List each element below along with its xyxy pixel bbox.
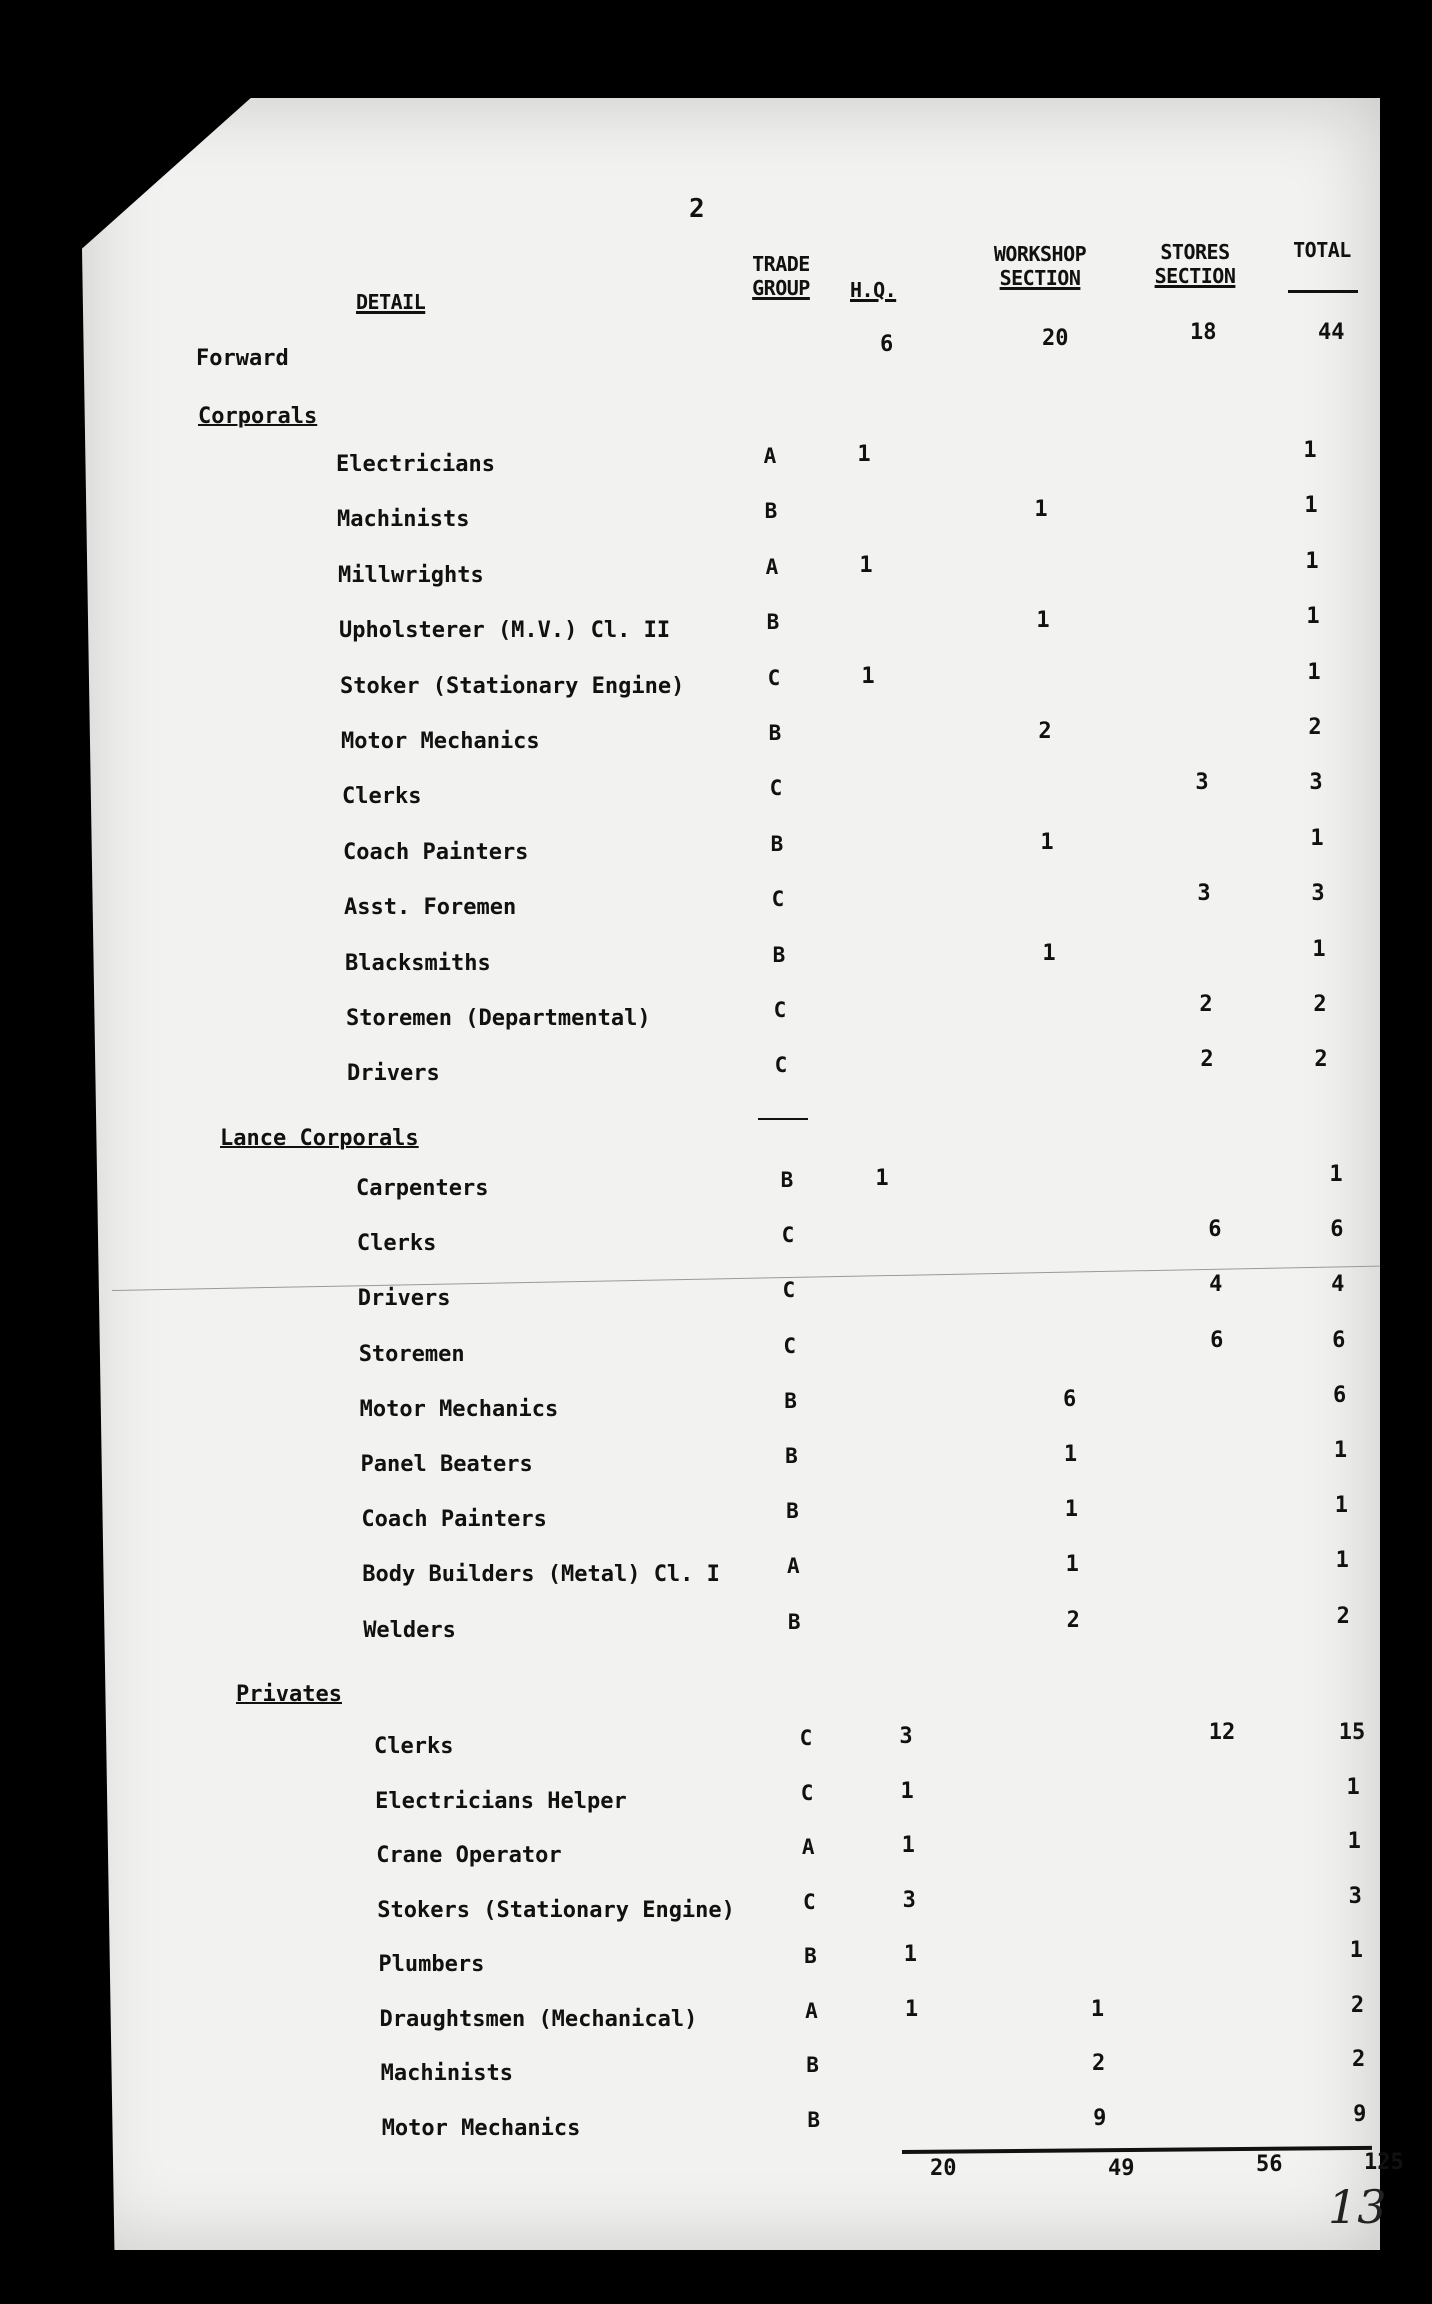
header-trade-group-line1: TRADE: [752, 252, 810, 276]
table-row: [0, 770, 1432, 824]
row-trade-group: B: [787, 1609, 801, 1634]
row-total: 15: [1338, 1720, 1366, 1745]
row-stores: 12: [1208, 1720, 1236, 1745]
table-row: [0, 1603, 1432, 1658]
row-total: 1: [1334, 1493, 1349, 1519]
row-total: 3: [1309, 770, 1323, 796]
table-row: [0, 1493, 1432, 1547]
header-workshop-line1: WORKSHOP: [993, 242, 1087, 266]
row-detail: Crane Operator: [376, 1843, 562, 1868]
row-detail: Motor Mechanics: [341, 729, 540, 754]
row-total: 1: [1329, 1162, 1343, 1187]
section-title-corporals: Corporals: [198, 404, 318, 429]
row-total: 9: [1353, 2101, 1367, 2127]
total-stores: 56: [1256, 2152, 1283, 2177]
table-row: [0, 825, 1432, 880]
row-total: 3: [1348, 1883, 1362, 1909]
row-trade-group: C: [782, 1278, 796, 1303]
row-total: 1: [1333, 1438, 1348, 1463]
header-stores-line1: STORES: [1160, 240, 1230, 264]
table-row: [0, 992, 1432, 1046]
table-row: [0, 1438, 1432, 1492]
row-workshop: 9: [1093, 2105, 1107, 2131]
table-row: [0, 1829, 1432, 1883]
table-row: [0, 438, 1432, 492]
row-hq: 1: [861, 663, 875, 689]
table-row: [0, 1883, 1432, 1938]
row-detail: Coach Painters: [343, 839, 529, 865]
row-trade-group: A: [765, 554, 779, 579]
row-detail: Motor Mechanics: [381, 2115, 581, 2141]
row-stores: 3: [1197, 881, 1211, 907]
row-detail: Electricians: [336, 452, 495, 477]
row-hq: 1: [857, 442, 871, 467]
row-detail: Drivers: [347, 1061, 440, 1087]
table-row: [0, 936, 1432, 991]
row-stores: 3: [1195, 770, 1209, 796]
row-trade-group: C: [769, 776, 783, 801]
row-hq: 1: [875, 1166, 889, 1191]
row-workshop: 1: [1065, 1552, 1079, 1578]
row-detail: Clerks: [342, 784, 422, 810]
row-trade-group: B: [772, 942, 786, 967]
row-stores: 6: [1208, 1217, 1222, 1243]
row-detail: Blacksmiths: [345, 950, 491, 976]
row-total: 6: [1332, 1382, 1347, 1408]
header-workshop-line2: SECTION: [999, 266, 1081, 290]
row-trade-group: B: [770, 831, 784, 856]
row-detail: Clerks: [356, 1231, 437, 1257]
table-row: [0, 2047, 1432, 2101]
row-stores: 4: [1209, 1272, 1223, 1298]
total-workshop: 49: [1108, 2156, 1135, 2181]
table-row: [0, 1217, 1432, 1271]
forward-label: Forward: [196, 346, 289, 371]
row-trade-group: B: [764, 499, 778, 524]
row-hq: 3: [899, 1724, 913, 1749]
row-trade-group: B: [784, 1388, 797, 1413]
table-row: [0, 659, 1432, 714]
row-total: 2: [1351, 2047, 1366, 2072]
row-detail: Coach Painters: [361, 1507, 547, 1533]
table-row: [0, 1774, 1432, 1829]
row-detail: Stokers (Stationary Engine): [377, 1897, 735, 1923]
row-stores: 2: [1199, 992, 1213, 1017]
row-trade-group: B: [807, 2107, 821, 2132]
section-title-lance-corporals: Lance Corporals: [220, 1126, 419, 1151]
table-row: [0, 1992, 1432, 2047]
row-workshop: 1: [1034, 497, 1048, 523]
row-total: 2: [1336, 1603, 1350, 1629]
row-trade-group: C: [771, 887, 785, 912]
row-hq: 3: [902, 1887, 916, 1913]
row-total: 1: [1303, 438, 1317, 463]
row-detail: Drivers: [357, 1286, 451, 1312]
row-trade-group: B: [780, 1168, 794, 1192]
row-trade-group: A: [786, 1554, 800, 1579]
forward-stores: 18: [1190, 320, 1217, 345]
row-trade-group: A: [805, 1998, 818, 2023]
row-hq: 1: [900, 1778, 914, 1804]
header-hq: H.Q.: [850, 278, 897, 302]
header-workshop: [970, 242, 1110, 290]
row-trade-group: A: [763, 444, 777, 468]
page-number: 2: [689, 194, 705, 224]
handwritten-page-note: 13: [1328, 2180, 1387, 2234]
row-trade-group: B: [768, 721, 782, 745]
row-stores: 6: [1210, 1327, 1224, 1353]
table-row: [0, 1272, 1432, 1326]
row-detail: Electricians Helper: [375, 1788, 627, 1814]
table-row: [0, 604, 1432, 658]
row-detail: Draughtsmen (Mechanical): [379, 2006, 698, 2032]
header-trade-group: [736, 252, 826, 300]
table-row: [0, 548, 1432, 603]
row-detail: Storemen (Departmental): [346, 1006, 651, 1031]
header-total: TOTAL: [1293, 238, 1351, 262]
table-row: [0, 1047, 1432, 1101]
row-detail: Millwrights: [338, 562, 484, 588]
row-detail: Machinists: [380, 2061, 514, 2086]
row-total: 2: [1313, 992, 1327, 1017]
row-total: 3: [1311, 881, 1325, 907]
row-trade-group: C: [799, 1726, 813, 1750]
row-trade-group: B: [786, 1499, 799, 1524]
row-workshop: 1: [1042, 940, 1056, 966]
row-total: 1: [1305, 548, 1319, 574]
row-total: 1: [1335, 1548, 1349, 1574]
row-detail: Storemen: [358, 1341, 465, 1367]
row-detail: Plumbers: [378, 1952, 485, 1977]
row-trade-group: A: [801, 1835, 815, 1859]
row-trade-group: B: [785, 1444, 798, 1468]
table-row: [0, 1162, 1432, 1216]
row-trade-group: B: [766, 610, 780, 635]
section-separator-mark: [758, 1118, 808, 1120]
row-detail: Upholsterer (M.V.) Cl. II: [339, 618, 671, 644]
row-total: 2: [1314, 1047, 1328, 1073]
row-trade-group: C: [767, 665, 781, 690]
row-hq: 1: [903, 1942, 918, 1967]
row-workshop: 1: [1090, 1996, 1105, 2022]
row-total: 1: [1307, 659, 1321, 685]
row-trade-group: C: [783, 1333, 797, 1358]
row-trade-group: C: [774, 1053, 788, 1078]
forward-total: 44: [1318, 320, 1345, 345]
row-total: 1: [1310, 825, 1324, 851]
row-trade-group: C: [781, 1223, 795, 1248]
row-stores: 2: [1200, 1047, 1214, 1073]
table-row: [0, 1548, 1432, 1602]
row-detail: Body Builders (Metal) Cl. I: [362, 1562, 720, 1588]
forward-hq: 6: [880, 332, 894, 357]
header-total-underline: [1288, 290, 1358, 293]
row-total: 1: [1347, 1829, 1361, 1854]
table-row: [0, 1327, 1432, 1382]
header-stores: [1140, 240, 1250, 288]
row-trade-group: C: [800, 1780, 814, 1805]
row-workshop: 2: [1091, 2051, 1106, 2076]
row-detail: Panel Beaters: [360, 1452, 533, 1477]
row-hq: 1: [901, 1833, 915, 1858]
section-title-privates: Privates: [236, 1682, 342, 1707]
header-trade-group-line2: GROUP: [752, 276, 810, 300]
row-workshop: 1: [1040, 829, 1054, 855]
row-trade-group: B: [806, 2053, 819, 2077]
table-row: [0, 1938, 1432, 1992]
row-workshop: 1: [1063, 1442, 1078, 1467]
row-detail: Clerks: [374, 1734, 454, 1759]
row-total: 6: [1332, 1327, 1346, 1353]
row-detail: Motor Mechanics: [359, 1396, 559, 1422]
table-row: [0, 493, 1432, 547]
header-stores-line2: SECTION: [1154, 264, 1236, 288]
row-total: 1: [1346, 1774, 1360, 1800]
row-workshop: 2: [1066, 1607, 1080, 1633]
row-hq: 1: [859, 552, 873, 578]
total-grand: 125: [1364, 2150, 1404, 2175]
table-row: [0, 881, 1432, 935]
row-detail: Stoker (Stationary Engine): [340, 673, 685, 699]
row-detail: Machinists: [337, 507, 470, 533]
row-trade-group: C: [773, 998, 787, 1022]
row-total: 2: [1350, 1992, 1365, 2018]
row-workshop: 2: [1038, 719, 1052, 744]
table-row: [0, 1720, 1432, 1774]
forward-workshop: 20: [1042, 326, 1069, 351]
row-total: 1: [1304, 493, 1318, 519]
row-total: 1: [1312, 936, 1326, 962]
total-hq: 20: [930, 2156, 957, 2181]
header-detail: DETAIL: [356, 290, 426, 314]
row-workshop: 1: [1064, 1497, 1079, 1523]
row-detail: Asst. Foremen: [344, 895, 517, 921]
row-total: 1: [1349, 1938, 1364, 1963]
row-workshop: 1: [1036, 608, 1050, 634]
row-detail: Welders: [363, 1617, 456, 1643]
table-row: [0, 715, 1432, 769]
table-row: [0, 1382, 1432, 1437]
row-trade-group: B: [804, 1944, 817, 1968]
row-total: 2: [1308, 715, 1322, 740]
row-detail: Carpenters: [356, 1176, 489, 1201]
row-trade-group: C: [802, 1889, 816, 1914]
row-workshop: 6: [1062, 1386, 1077, 1412]
row-total: 1: [1306, 604, 1320, 630]
row-total: 6: [1330, 1217, 1344, 1243]
row-total: 4: [1331, 1272, 1345, 1298]
row-hq: 1: [904, 1996, 919, 2022]
